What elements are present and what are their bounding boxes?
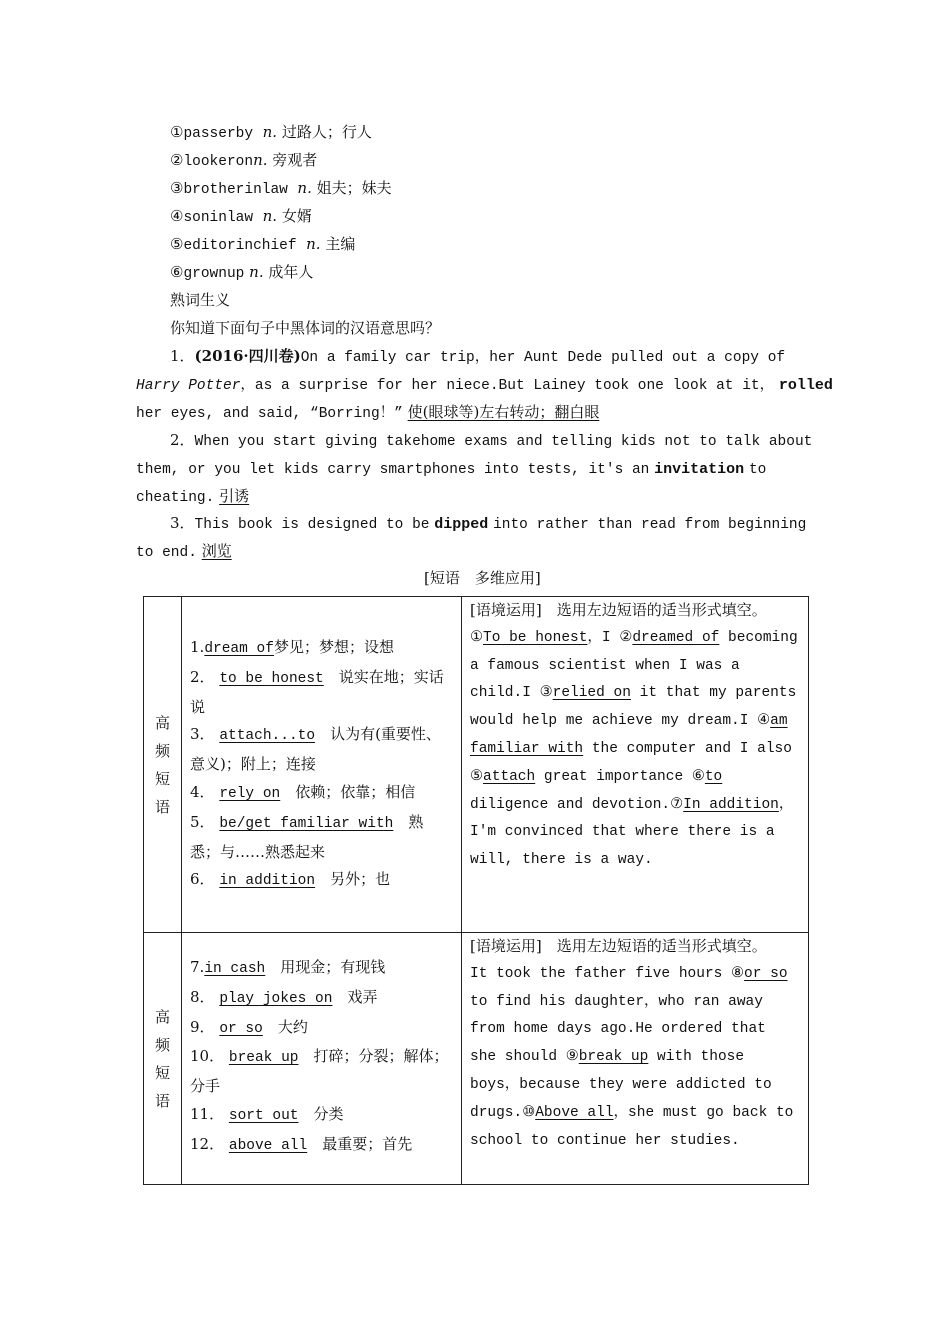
phrase-table <box>143 596 809 1185</box>
sentence-1-line-1: 1．(2016·四川卷)On a family car trip，her Aunt Dede pulled out a copy of <box>170 347 786 366</box>
phrase-list <box>182 597 462 933</box>
exercise-intro: [语境运用] 选用左边短语的适当形式填空。 <box>470 601 767 619</box>
table-row <box>144 597 809 933</box>
answer: 使(眼球等)左右转动；翻白眼 <box>407 403 600 421</box>
table-title: [短语 多维应用] <box>424 569 541 587</box>
phrase-item: 12． above all 最重要；首先 <box>190 1134 413 1154</box>
exercise-text: It took the father five hours ⑧or so to find his daughter，who ran away from home days ago.He ordered that she should ⑨break up with those boys，because they were addicted to drugs.⑩Above all，she must go back to school to continue her studies. <box>470 965 794 1149</box>
phrase-item: 4． rely on 依赖；依靠；相信 <box>190 782 416 802</box>
phrase-list <box>182 933 462 1185</box>
answer: 浏览 <box>201 542 232 560</box>
phrase-item: 5． be/get familiar with 熟悉；与……熟悉起来 <box>190 812 424 861</box>
answer: 引诱 <box>219 487 250 505</box>
sentence-2-line-1: 2．When you start giving takehome exams and telling kids not to talk about <box>170 431 813 450</box>
word-item: ②lookeronn. 旁观者 <box>170 151 318 170</box>
sentence-3-line-2: to end. 浏览 <box>136 542 232 561</box>
word-item: ⑥grownup n. 成年人 <box>170 263 314 282</box>
phrase-item: 11． sort out 分类 <box>190 1104 344 1124</box>
sentence-3-line-1: 3．This book is designed to be dipped into rather than read from beginning <box>170 514 807 533</box>
phrase-item: 7.in cash 用现金；有现钱 <box>190 958 386 977</box>
sentence-1-line-2: Harry Potter，as a surprise for her niece.But Lainey took one look at it， rolled <box>136 377 833 394</box>
table-row <box>144 933 809 1185</box>
exercise-text: ①To be honest，I ②dreamed of becoming a famous scientist when I was a child.I ③relied on it that my parents would help me achieve my dream.I ④am familiar with the computer and I also ⑤attach great importance ⑥to diligence and devotion.⑦In addition，I'm convinced that where there is a will, there is a way. <box>470 629 798 869</box>
phrase-item: 1.dream of梦见；梦想；设想 <box>190 638 394 657</box>
word-item: ⑤editorinchief n. 主编 <box>170 235 356 254</box>
sentence-2-line-3: cheating. 引诱 <box>136 487 250 506</box>
phrase-item: 9． or so 大约 <box>190 1017 308 1037</box>
phrase-item: 6． in addition 另外；也 <box>190 870 391 890</box>
phrase-item: 2． to be honest 说实在地；实话说 <box>190 667 444 716</box>
phrase-item: 10． break up 打碎；分裂；解体；分手 <box>190 1047 449 1096</box>
exercise-intro: [语境运用] 选用左边短语的适当形式填空。 <box>470 937 767 955</box>
exercise-cell <box>462 597 809 933</box>
phrase-item: 3． attach...to 认为有(重要性、意义)；附上；连接 <box>190 725 441 774</box>
sentence-2-line-2: them, or you let kids carry smartphones into tests, it's an invitation to <box>136 461 767 478</box>
row-label: 高 频 短 语 <box>144 933 182 1185</box>
bold-word: dipped <box>434 516 489 533</box>
sentence-1-line-3: her eyes, and said, “Borring！” 使(眼球等)左右转动；翻白眼 <box>136 403 600 422</box>
word-item: ④soninlaw n. 女婿 <box>170 207 312 226</box>
row-label: 高 频 短 语 <box>144 597 182 933</box>
word-item: ③brotherinlaw n. 姐夫；妹夫 <box>170 179 392 198</box>
section-prompt: 你知道下面句子中黑体词的汉语意思吗？ <box>170 319 441 337</box>
bold-word: invitation <box>654 461 745 478</box>
word-item: ①passerby n. 过路人；行人 <box>170 123 372 142</box>
section-heading: 熟词生义 <box>170 291 231 309</box>
phrase-item: 8． play jokes on 戏弄 <box>190 987 378 1007</box>
exercise-cell <box>462 933 809 1185</box>
bold-word: rolled <box>778 377 833 394</box>
